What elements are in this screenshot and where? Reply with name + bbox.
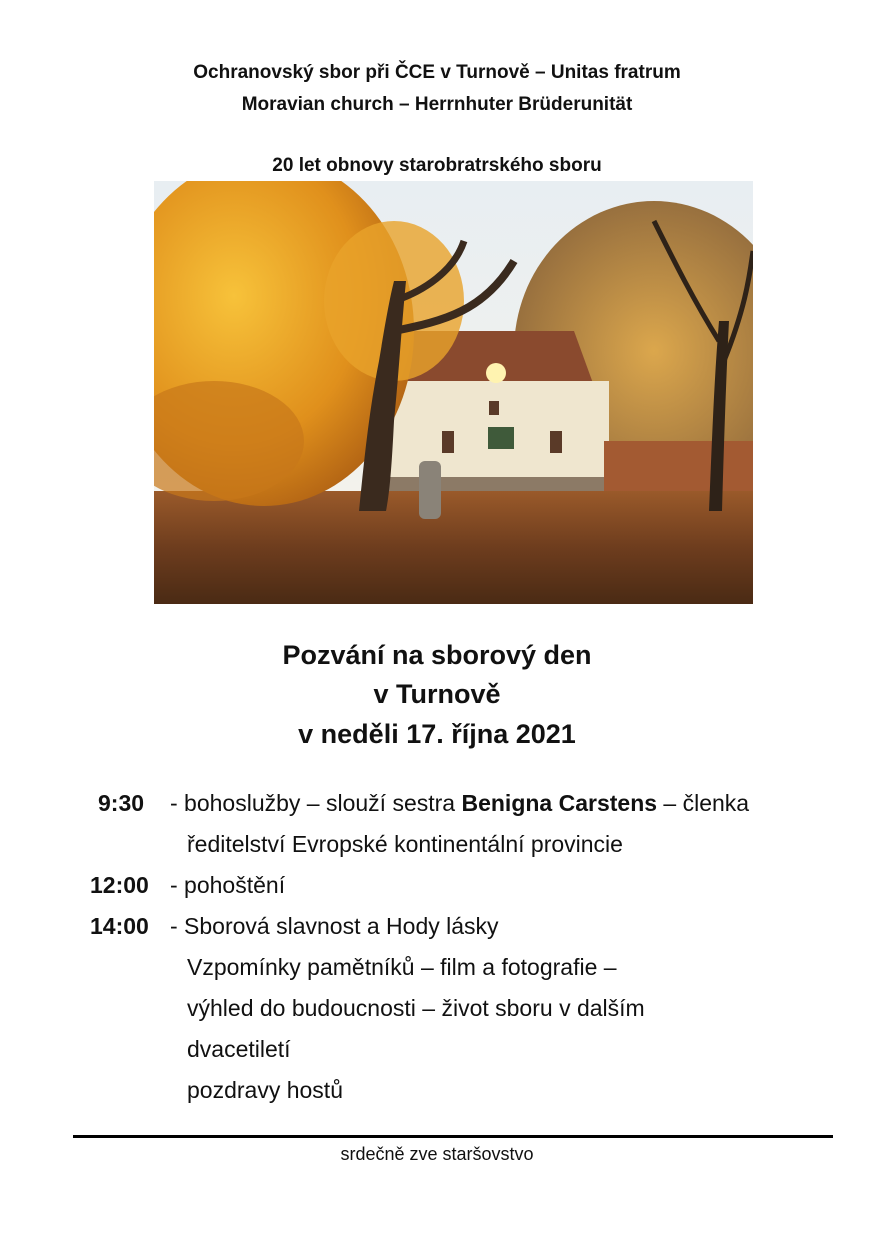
program-time-2: 12:00 [90, 872, 149, 898]
program-item-1-post: – členka [657, 790, 750, 816]
header-line-3: 20 let obnovy starobratrského sboru [272, 155, 602, 176]
invitation-location: v Turnově [373, 679, 501, 709]
program-item-3-line-2: Vzpomínky pamětníků – film a fotografie – [187, 954, 617, 980]
program-time-3: 14:00 [90, 913, 149, 939]
header-line-1: Ochranovský sbor při ČCE v Turnově – Unitas fratrum [193, 62, 681, 83]
program-item-1-name: Benigna Carstens [461, 790, 658, 816]
program-time-1: 9:30 [98, 790, 145, 816]
program-item-3-line-3: výhled do budoucnosti – život sboru v dalším [187, 995, 645, 1021]
header-line-2: Moravian church – Herrnhuter Brüderunität [241, 94, 633, 115]
program-item-1-pre: - bohoslužby – slouží sestra [170, 790, 462, 816]
invitation-date: v neděli 17. října 2021 [298, 719, 576, 749]
invitation-title: Pozvání na sborový den [282, 640, 592, 670]
program-item-1 [170, 790, 749, 817]
program-item-3-line-5: pozdravy hostů [187, 1077, 343, 1103]
program-item-3: - Sborová slavnost a Hody lásky [170, 913, 499, 939]
footer-divider [73, 1135, 833, 1138]
program-item-1-cont: ředitelství Evropské kontinentální provincie [187, 831, 623, 857]
autumn-church-photo [154, 181, 753, 604]
program-item-3-line-4: dvacetiletí [187, 1036, 291, 1062]
footer-signature: srdečně zve staršovstvo [340, 1144, 534, 1164]
program-item-2: - pohoštění [170, 872, 286, 898]
